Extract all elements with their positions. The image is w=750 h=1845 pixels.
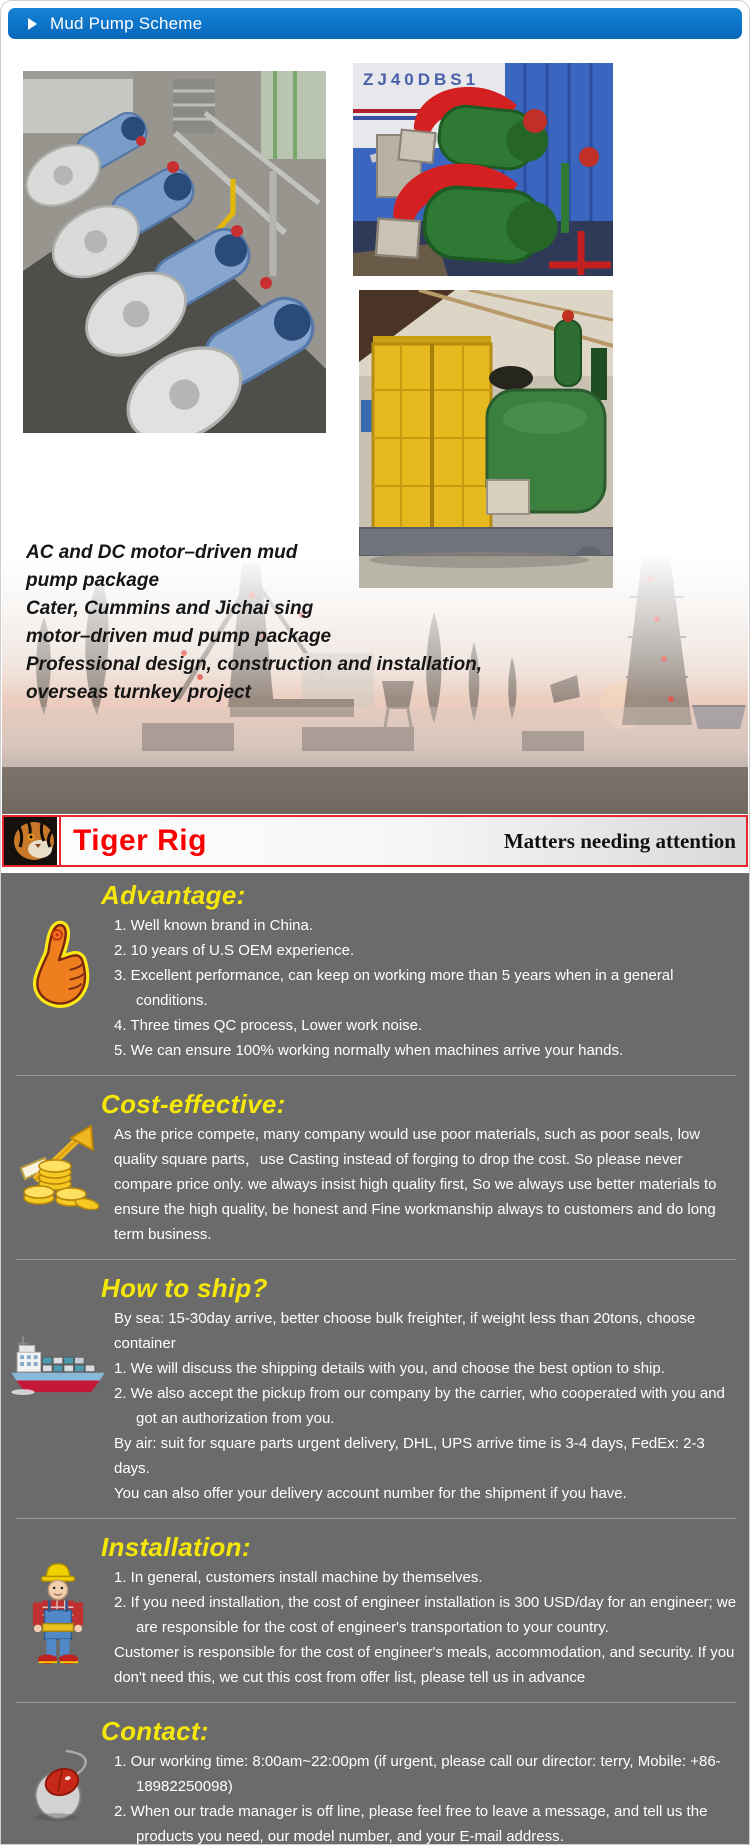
- section-divider: [16, 1075, 736, 1076]
- intro-line: AC and DC motor–driven mud: [26, 542, 298, 563]
- green-mud-pumps-photo: [353, 63, 613, 276]
- section-divider: [16, 1259, 736, 1260]
- contact-item: 1. Our working time: 8:00am~22:00pm (if urgent, please call our director: terry, Mobile: +86-18982250098): [114, 1753, 721, 1795]
- thumbs-up-icon: [27, 919, 91, 1014]
- installation-heading: Installation:: [101, 1532, 251, 1562]
- contact-heading: Contact:: [101, 1716, 209, 1746]
- cost-effective-paragraph: As the price compete, many company would use poor materials, such as poor seals, low quality square parts，use Casting instead of forging to drop the cost. So please never compare price only. we always insist high quality first, So we always use better materials to ensure the high quality, be honest and Fine workmanship always to customers and do long term business.: [114, 1126, 717, 1243]
- installation-item: 1. In general, customers install machine by themselves.: [114, 1569, 483, 1586]
- section-installation: [1, 1525, 750, 1696]
- section-title-bar: [8, 8, 742, 39]
- arrow-right-icon: [28, 18, 37, 30]
- section-shipping: [1, 1266, 750, 1512]
- shipping-note: You can also offer your delivery account number for the shipment if you have.: [114, 1485, 627, 1502]
- brand-name: Tiger Rig: [73, 824, 207, 857]
- intro-line: overseas turnkey project: [26, 682, 251, 703]
- info-panel: [1, 873, 750, 1845]
- advantage-item: 3. Excellent performance, can keep on working more than 5 years when in a general conditions.: [114, 967, 674, 1009]
- gold-coins-icon: [19, 1122, 103, 1215]
- intro-line: motor–driven mud pump package: [26, 626, 332, 647]
- installation-item: 2. If you need installation, the cost of engineer installation is 300 USD/day for an engineer; we are responsible for the cost of engineer's transportation to your country.: [114, 1594, 737, 1636]
- advantage-item: 1. Well known brand in China.: [114, 917, 313, 934]
- tiger-logo: [4, 817, 61, 865]
- mud-pump-row-photo: [23, 71, 326, 433]
- advantage-item: 4. Three times QC process, Lower work noise.: [114, 1017, 423, 1034]
- section-cost-effective: [1, 1082, 750, 1253]
- advantage-item: 2. 10 years of U.S OEM experience.: [114, 942, 355, 959]
- brand-bar: [2, 815, 748, 867]
- intro-line: Cater, Cummins and Jichai sing: [26, 598, 314, 619]
- advantage-heading: Advantage:: [101, 880, 246, 910]
- section-divider: [16, 1518, 736, 1519]
- section-contact: [1, 1709, 750, 1845]
- cargo-ship-icon: [9, 1330, 107, 1401]
- shipping-sea-line: By sea: 15-30day arrive, better choose bulk freighter, if weight less than 20tons, choose container: [114, 1310, 696, 1352]
- section-divider: [16, 1702, 736, 1703]
- installation-note: Customer is responsible for the cost of engineer's meals, accommodation, and security. If you don't need this, we cut this cost from offer list, please tell us in advance: [114, 1644, 735, 1686]
- page-title: Mud Pump Scheme: [50, 13, 203, 33]
- intro-line: pump package: [26, 570, 160, 591]
- contact-item: 2. When our trade manager is off line, please feel free to leave a message, and tell us the products you need, our model number, and your E-mail address.: [114, 1803, 708, 1845]
- shipping-air-line: By air: suit for square parts urgent delivery, DHL, UPS arrive time is 3-4 days, FedEx: 2-3 days.: [114, 1435, 705, 1477]
- computer-mouse-icon: [23, 1749, 95, 1826]
- shipping-item: 1. We will discuss the shipping details with you, and choose the best option to ship.: [114, 1360, 665, 1377]
- cost-effective-heading: Cost-effective:: [101, 1089, 286, 1119]
- brand-tagline: Matters needing attention: [503, 828, 736, 853]
- equipment-label: ZJ40DBS1: [363, 70, 480, 89]
- shipping-item: 2. We also accept the pickup from our company by the carrier, who cooperated with you and got an authorization from you.: [114, 1385, 725, 1427]
- construction-worker-icon: [31, 1559, 85, 1672]
- shipping-heading: How to ship?: [101, 1273, 268, 1303]
- advantage-item: 5. We can ensure 100% working normally when machines arrive your hands.: [114, 1042, 624, 1059]
- intro-text-block: [26, 539, 738, 707]
- section-advantage: [1, 873, 750, 1069]
- intro-line: Professional design, construction and installation,: [26, 654, 483, 675]
